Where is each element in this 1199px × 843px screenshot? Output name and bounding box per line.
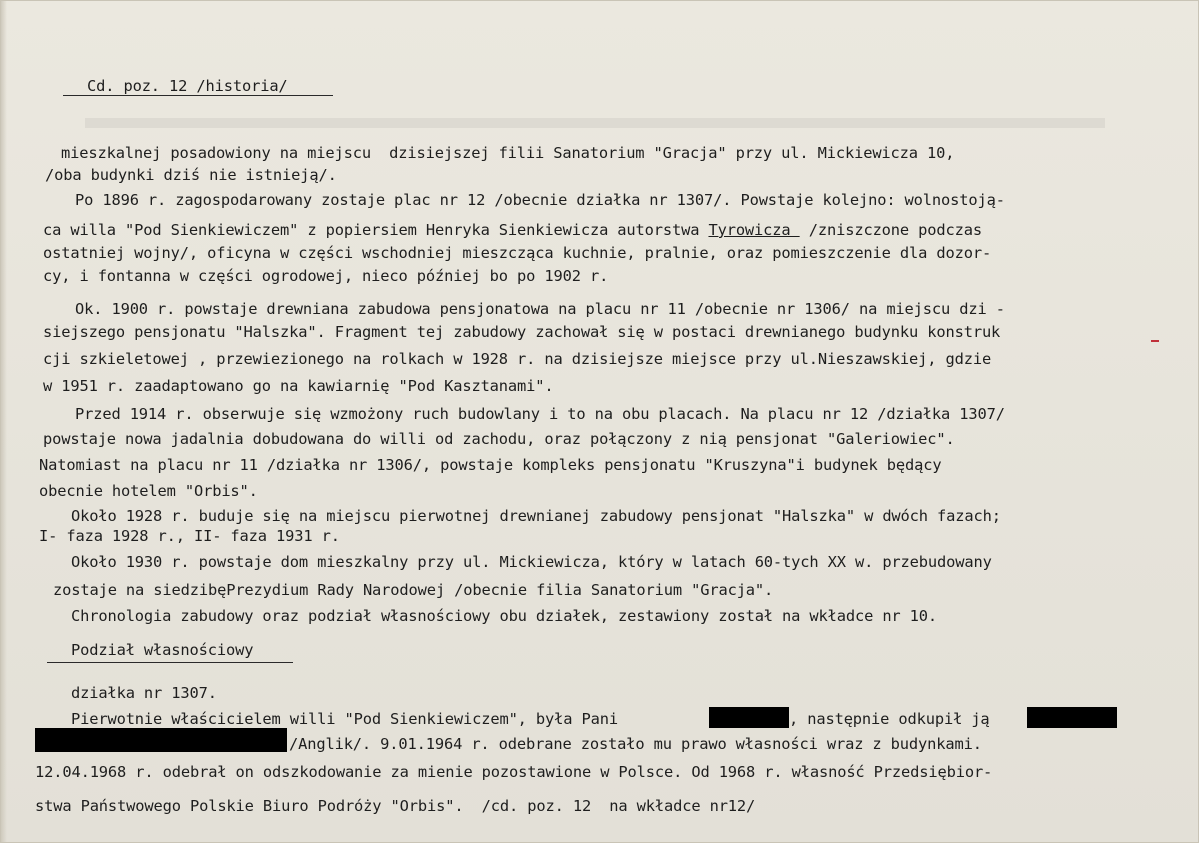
paragraph-line: Po 1896 r. zagospodarowany zostaje plac nr 12 /obecnie działka nr 1307/. Powstaje kolejno: wolnostoją- [75,191,1005,209]
paragraph-line: siejszego pensjonatu "Halszka". Fragment tej zabudowy zachował się w postaci drewnianego budynku konstruk [43,323,1001,341]
section-heading-underline [47,662,293,663]
redaction-bar [1027,707,1117,728]
paragraph-line: ostatniej wojny/, oficyna w części wschodniej mieszcząca kuchnie, pralnie, oraz pomieszczenie dla dozor- [43,244,992,262]
paragraph-line: mieszkalnej posadowiony na miejscu dzisiejszej filii Sanatorium "Gracja" przy ul. Mickiewicza 10, [61,144,955,162]
paragraph-line: /Anglik/. 9.01.1964 r. odebrane zostało mu prawo własności wraz z budynkami. [289,735,982,753]
paragraph-line: ca willa "Pod Sienkiewiczem" z popiersiem Henryka Sienkiewicza autorstwa Tyrowicza /zniszczone podczas [43,221,982,239]
paragraph-line: Chronologia zabudowy oraz podział własnościowy obu działek, zestawiony został na wkładce nr 10. [71,607,938,625]
paragraph-line: Około 1930 r. powstaje dom mieszkalny przy ul. Mickiewicza, który w latach 60-tych XX w. przebudowany [71,553,992,571]
paragraph-line: stwa Państwowego Polskie Biuro Podróży "Orbis". /cd. poz. 12 na wkładce nr12/ [35,797,756,815]
red-correction-mark [1151,340,1159,342]
paragraph-line: 12.04.1968 r. odebrał on odszkodowanie za mienie pozostawione w Polsce. Od 1968 r. własność Przedsiębior- [35,763,993,781]
paragraph-line: zostaje na siedzibęPrezydium Rady Narodowej /obecnie filia Sanatorium "Gracja". [53,581,774,599]
page-edge-shadow [1,1,7,842]
paragraph-line: powstaje nowa jadalnia dobudowana do willi od zachodu, oraz połączony z nią pensjonat "Galeriowiec". [43,430,955,448]
paragraph-line: w 1951 r. zaadaptowano go na kawiarnię "Pod Kasztanami". [43,377,554,395]
paragraph-line: I- faza 1928 r., II- faza 1931 r. [39,527,340,545]
paragraph-line: /oba budynki dziś nie istnieją/. [45,166,337,184]
paragraph-line: Ok. 1900 r. powstaje drewniana zabudowa pensjonatowa na placu nr 11 /obecnie nr 1306/ na miejscu dzi - [75,300,1005,318]
paragraph-line: Około 1928 r. buduje się na miejscu pierwotnej drewnianej zabudowy pensjonat "Halszka" w dwóch fazach; [71,507,1001,525]
paragraph-line: działka nr 1307. [71,684,217,702]
paragraph-line: , następnie odkupił ją [789,710,990,728]
paragraph-line: obecnie hotelem "Orbis". [39,482,258,500]
paragraph-line: Przed 1914 r. obserwuje się wzmożony ruch budowlany i to na obu placach. Na placu nr 12 /działka 1307/ [75,405,1005,423]
section-heading: Podział własnościowy [71,641,254,659]
heading-underline [63,95,333,96]
underlined-name: Tyrowicza [708,221,800,239]
faint-bleed-through-text [85,118,1105,128]
redaction-bar [709,707,789,728]
paragraph-line: cji szkieletowej , przewiezionego na rolkach w 1928 r. na dzisiejsze miejsce przy ul.Nieszawskiej, gdzie [43,350,992,368]
paragraph-line: Pierwotnie właścicielem willi "Pod Sienkiewiczem", była Pani [71,710,618,728]
redaction-bar [35,728,287,752]
paragraph-line: cy, i fontanna w części ogrodowej, nieco później bo po 1902 r. [43,267,609,285]
document-heading: Cd. poz. 12 /historia/ [87,77,288,95]
paragraph-line: Natomiast na placu nr 11 /działka nr 1306/, powstaje kompleks pensjonatu "Kruszyna"i budynek będący [39,456,942,474]
